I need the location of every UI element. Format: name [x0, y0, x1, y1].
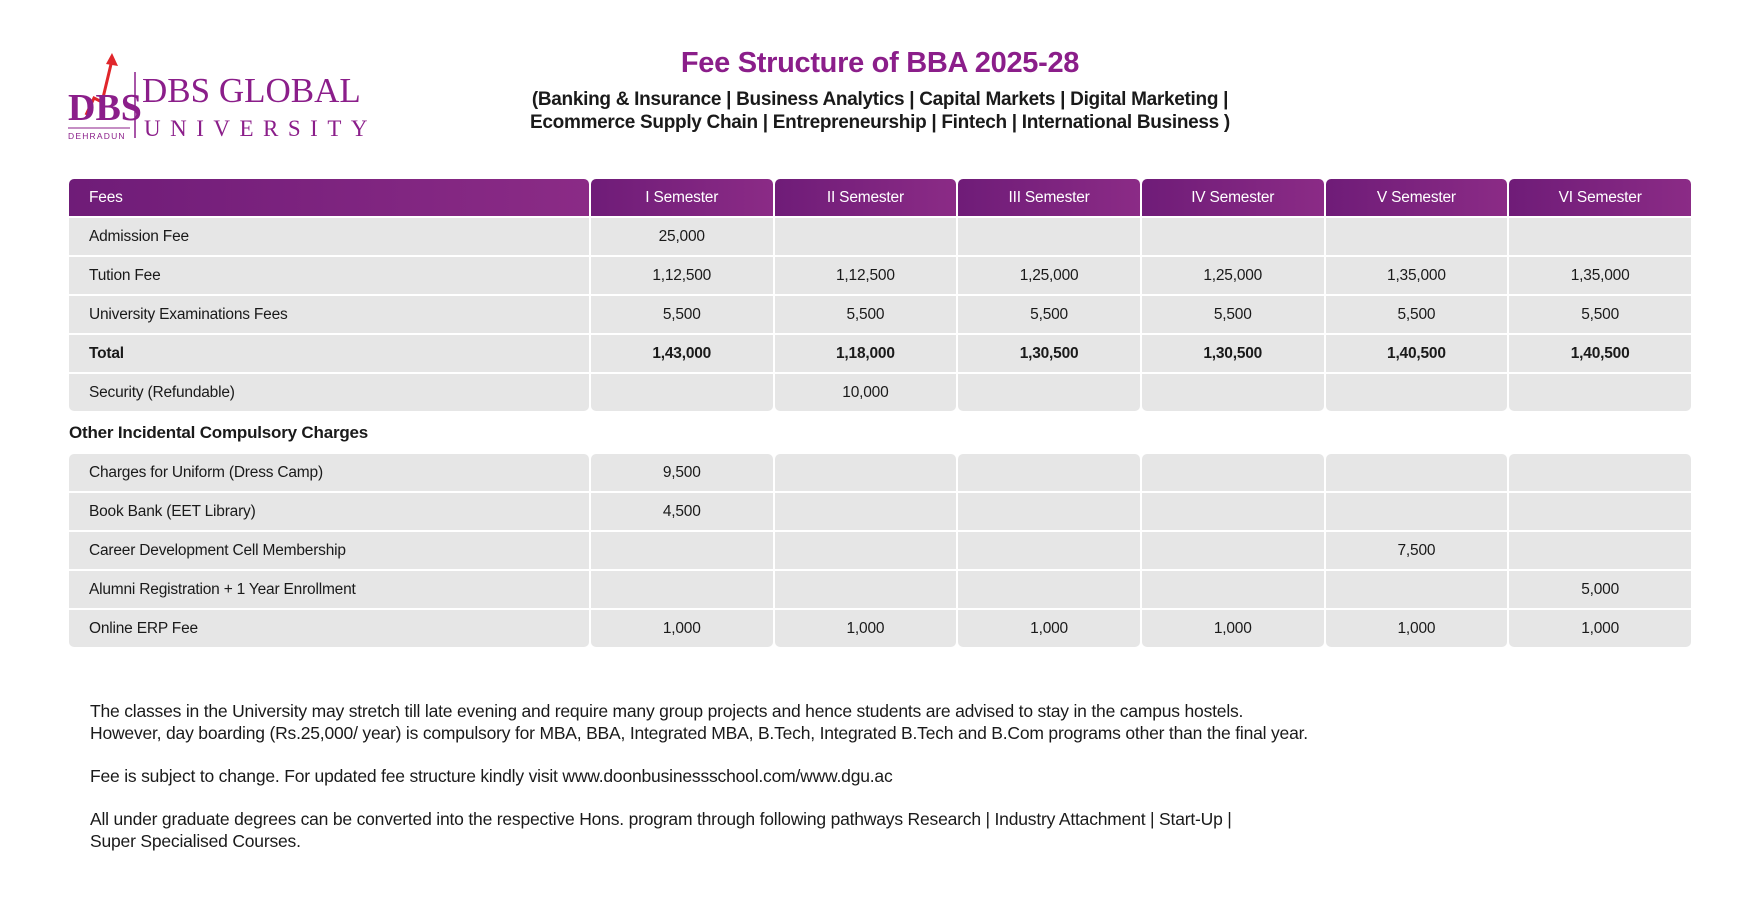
table-row — [69, 257, 1691, 294]
fee-structure-table — [67, 177, 1693, 649]
column-header: V Semester — [1326, 179, 1508, 216]
table-row — [69, 571, 1691, 608]
table-cell: 1,30,500 — [958, 335, 1140, 372]
table-cell: 1,000 — [958, 610, 1140, 647]
table-row — [69, 218, 1691, 255]
table-cell: 1,30,500 — [1142, 335, 1324, 372]
table-cell — [1509, 532, 1691, 569]
table-cell — [1326, 454, 1508, 491]
university-logo — [68, 50, 378, 140]
section-heading-row — [69, 413, 1691, 452]
row-label: Online ERP Fee — [69, 610, 589, 647]
table-cell — [958, 571, 1140, 608]
column-header: I Semester — [591, 179, 773, 216]
table-cell — [1326, 571, 1508, 608]
table-cell — [1509, 454, 1691, 491]
table-cell — [1142, 218, 1324, 255]
row-label: University Examinations Fees — [69, 296, 589, 333]
table-cell — [1142, 571, 1324, 608]
table-cell: 1,35,000 — [1509, 257, 1691, 294]
table-cell — [1326, 374, 1508, 411]
page-subtitle — [380, 88, 1380, 134]
table-cell: 25,000 — [591, 218, 773, 255]
table-cell: 1,40,500 — [1509, 335, 1691, 372]
table-row — [69, 493, 1691, 530]
table-cell — [958, 218, 1140, 255]
row-label: Charges for Uniform (Dress Camp) — [69, 454, 589, 491]
table-cell: 5,500 — [1142, 296, 1324, 333]
logo-brand-main: DBS — [68, 87, 142, 129]
note-fee-change: Fee is subject to change. For updated fee structure kindly visit www.doonbusinessschool.com/www.dgu.ac — [90, 766, 893, 786]
logo-university-line1: DBS GLOBAL — [142, 71, 361, 110]
table-cell — [775, 454, 957, 491]
column-header: VI Semester — [1509, 179, 1691, 216]
table-cell — [1326, 493, 1508, 530]
table-row — [69, 454, 1691, 491]
table-cell: 1,35,000 — [1326, 257, 1508, 294]
table-cell — [958, 454, 1140, 491]
table-cell — [1509, 374, 1691, 411]
table-cell — [775, 493, 957, 530]
table-cell — [1142, 374, 1324, 411]
table-row — [69, 296, 1691, 333]
table-cell: 1,40,500 — [1326, 335, 1508, 372]
row-label: Admission Fee — [69, 218, 589, 255]
table-cell — [1326, 218, 1508, 255]
table-cell: 1,18,000 — [775, 335, 957, 372]
row-label: Alumni Registration + 1 Year Enrollment — [69, 571, 589, 608]
table-cell: 1,000 — [1142, 610, 1324, 647]
page-header — [380, 44, 1380, 134]
table-row — [69, 532, 1691, 569]
table-cell: 1,12,500 — [591, 257, 773, 294]
table-cell — [1142, 532, 1324, 569]
table-cell: 10,000 — [775, 374, 957, 411]
table-cell — [958, 532, 1140, 569]
column-header: III Semester — [958, 179, 1140, 216]
table-cell: 1,25,000 — [1142, 257, 1324, 294]
row-label: Career Development Cell Membership — [69, 532, 589, 569]
table-cell — [958, 374, 1140, 411]
table-cell: 1,25,000 — [958, 257, 1140, 294]
table-cell: 1,43,000 — [591, 335, 773, 372]
table-cell — [591, 532, 773, 569]
table-cell: 5,500 — [1326, 296, 1508, 333]
table-cell: 1,000 — [1509, 610, 1691, 647]
table-cell — [958, 493, 1140, 530]
note-hostel: The classes in the University may stretch till late evening and require many group projects and hence students are advised to stay in the campus hostels. However, day boarding (Rs.25,000/ year) is compulsory for MBA, BBA, Integrated MBA, B.Tech, Integrated B.Tech and B.Com programs other than the final year. — [90, 701, 1308, 743]
table-cell — [1142, 454, 1324, 491]
column-header: IV Semester — [1142, 179, 1324, 216]
logo-brand-sub: DEHRADUN — [68, 131, 126, 140]
row-label: Total — [69, 335, 589, 372]
row-label: Security (Refundable) — [69, 374, 589, 411]
column-header: Fees — [69, 179, 589, 216]
section-title: Other Incidental Compulsory Charges — [69, 422, 369, 442]
note-hons-pathways: All under graduate degrees can be converted into the respective Hons. program through following pathways Research | Industry Attachment | Start-Up | Super Specialised Courses. — [90, 809, 1232, 851]
notes-section — [90, 700, 1590, 873]
table-cell: 1,000 — [591, 610, 773, 647]
table-cell: 5,500 — [1509, 296, 1691, 333]
table-cell — [1142, 493, 1324, 530]
table-cell — [775, 571, 957, 608]
table-cell: 7,500 — [1326, 532, 1508, 569]
table-cell: 5,500 — [958, 296, 1140, 333]
logo-university-line2: UNIVERSITY — [144, 116, 377, 140]
table-cell — [775, 218, 957, 255]
total-row — [69, 335, 1691, 372]
table-cell: 5,500 — [775, 296, 957, 333]
table-header-row — [69, 179, 1691, 216]
table-cell: 9,500 — [591, 454, 773, 491]
row-label: Book Bank (EET Library) — [69, 493, 589, 530]
table-cell: 5,500 — [591, 296, 773, 333]
table-cell — [775, 532, 957, 569]
subtitle-line-1: (Banking & Insurance | Business Analytics | Capital Markets | Digital Marketing | — [531, 89, 1229, 110]
table-cell — [1509, 493, 1691, 530]
table-row — [69, 374, 1691, 411]
table-cell: 1,000 — [1326, 610, 1508, 647]
table-cell — [591, 374, 773, 411]
table-cell — [591, 571, 773, 608]
table-cell — [1509, 218, 1691, 255]
row-label: Tution Fee — [69, 257, 589, 294]
table-cell: 1,12,500 — [775, 257, 957, 294]
table-cell: 4,500 — [591, 493, 773, 530]
table-cell: 5,000 — [1509, 571, 1691, 608]
table-row — [69, 610, 1691, 647]
subtitle-line-2: Ecommerce Supply Chain | Entrepreneurship | Fintech | International Business ) — [530, 112, 1230, 133]
column-header: II Semester — [775, 179, 957, 216]
page-title: Fee Structure of BBA 2025-28 — [680, 47, 1080, 79]
table-cell: 1,000 — [775, 610, 957, 647]
